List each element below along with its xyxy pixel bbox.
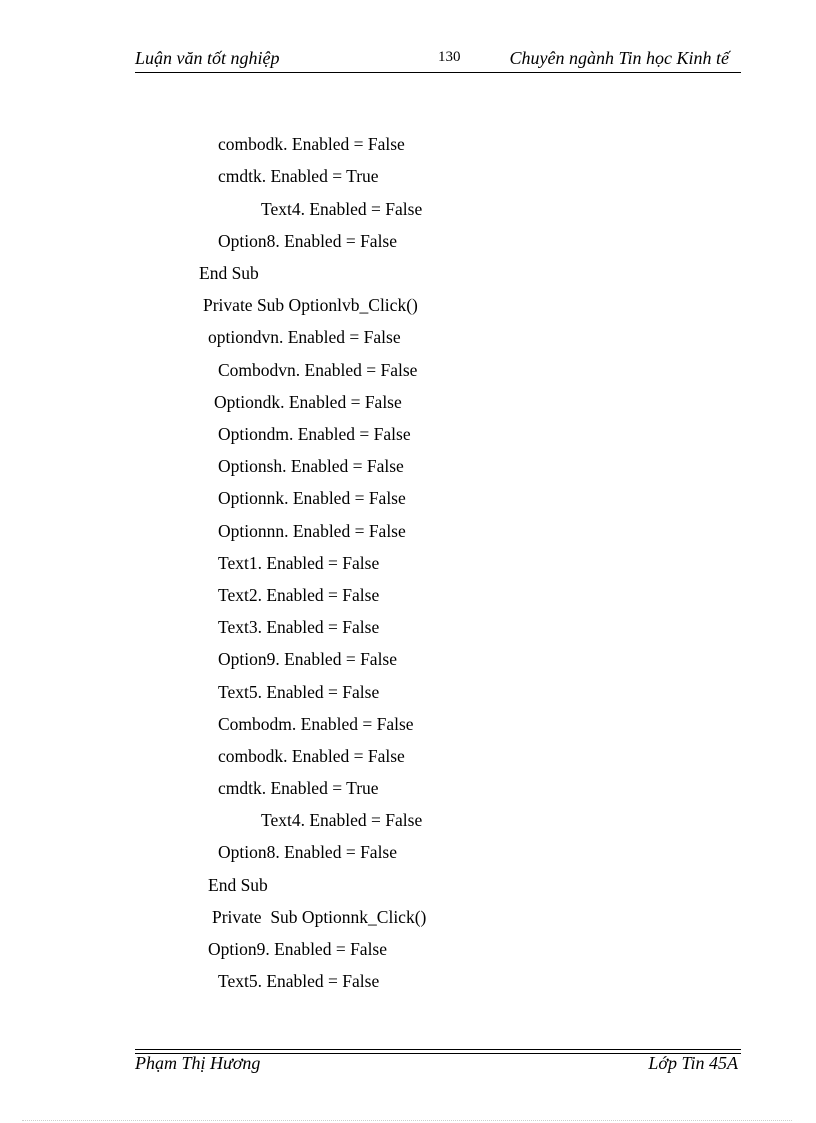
header-major: Chuyên ngành Tin học Kinh tế [509, 48, 729, 68]
code-line: Optiondk. Enabled = False [214, 392, 402, 412]
code-line: cmdtk. Enabled = True [218, 166, 379, 186]
page-edge-dots [22, 1120, 792, 1121]
code-line: Optionnk. Enabled = False [218, 488, 406, 508]
code-line: Private Sub Optionnk_Click() [212, 907, 427, 927]
code-line: Optionsh. Enabled = False [218, 456, 404, 476]
code-line: Text2. Enabled = False [218, 585, 380, 605]
code-line: Option9. Enabled = False [208, 939, 388, 959]
code-line: Combodvn. Enabled = False [218, 360, 418, 380]
code-line: combodk. Enabled = False [218, 746, 405, 766]
code-line: combodk. Enabled = False [218, 134, 405, 154]
footer-author: Phạm Thị Hương [135, 1053, 261, 1073]
code-line: Option9. Enabled = False [218, 649, 398, 669]
code-line: Text1. Enabled = False [218, 553, 380, 573]
code-line: Text5. Enabled = False [218, 682, 380, 702]
code-line: Option8. Enabled = False [218, 842, 398, 862]
code-line: Text5. Enabled = False [218, 971, 380, 991]
code-line: Optiondm. Enabled = False [218, 424, 411, 444]
code-line: Option8. Enabled = False [218, 231, 398, 251]
code-line: End Sub [208, 875, 268, 895]
code-line: Private Sub Optionlvb_Click() [203, 295, 418, 315]
code-line: Text4. Enabled = False [261, 810, 423, 830]
code-line: Optionnn. Enabled = False [218, 521, 406, 541]
code-line: Text4. Enabled = False [261, 199, 423, 219]
code-line: End Sub [199, 263, 259, 283]
code-line: cmdtk. Enabled = True [218, 778, 379, 798]
footer-class: Lớp Tin 45A [648, 1053, 738, 1073]
header-thesis-title: Luận văn tốt nghiệp [135, 48, 280, 68]
page-header [135, 46, 741, 73]
page-number: 130 [438, 49, 461, 65]
code-line: optiondvn. Enabled = False [208, 327, 401, 347]
footer-rule [135, 1049, 741, 1050]
code-line: Text3. Enabled = False [218, 617, 380, 637]
code-line: Combodm. Enabled = False [218, 714, 414, 734]
